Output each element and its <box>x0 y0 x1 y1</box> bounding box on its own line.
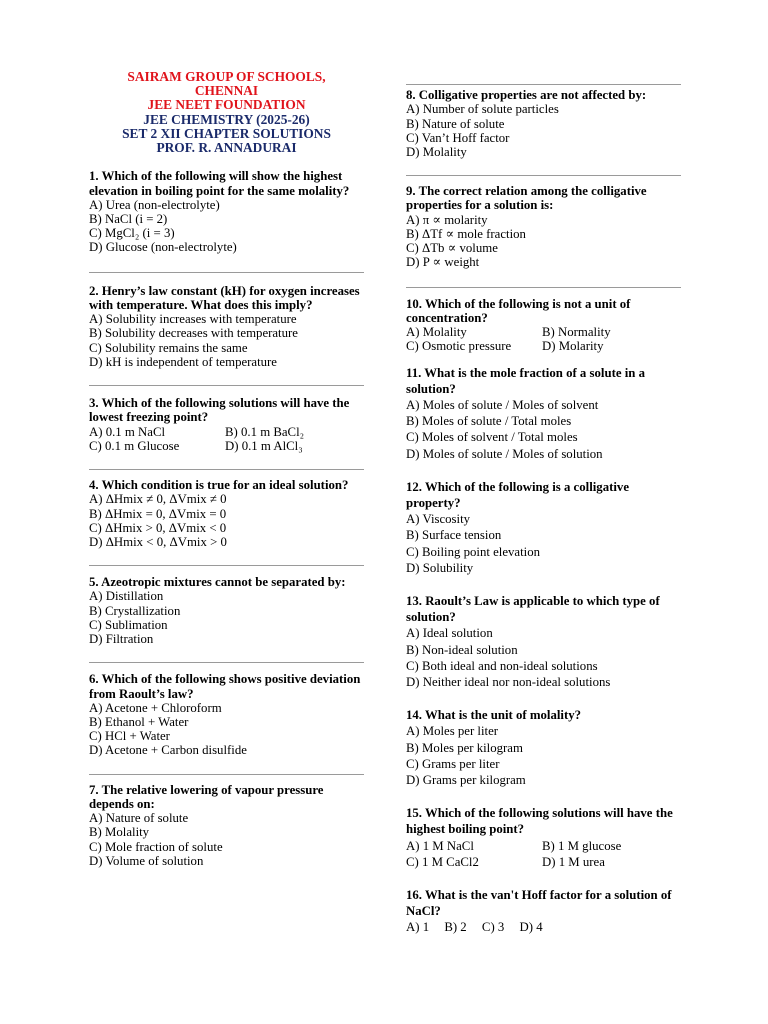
question-text: 2. Henry’s law constant (kH) for oxygen increases with temperature. What does this imply? <box>89 283 360 312</box>
option-c: C) 3 <box>481 920 505 935</box>
option-a: A) 1 M NaCl <box>406 838 474 853</box>
author-name: PROF. R. ANNADURAI <box>156 140 297 156</box>
option-d: D) Neither ideal nor non-ideal solutions <box>406 674 611 689</box>
option-c: C) ΔTb ∝ volume <box>406 241 498 256</box>
option-a: A) Solubility increases with temperature <box>89 312 297 327</box>
question-text: 6. Which of the following shows positive deviation from Raoult’s law? <box>89 672 361 701</box>
divider <box>89 385 364 386</box>
option-c: C) Grams per liter <box>406 756 500 771</box>
divider <box>89 565 364 566</box>
right-column <box>406 84 681 935</box>
option-b: B) Molality <box>89 825 150 840</box>
options-row <box>406 854 681 870</box>
options-row <box>406 339 681 353</box>
option-b: B) Non-ideal solution <box>406 642 518 657</box>
question-12 <box>406 479 681 576</box>
options-row <box>406 919 681 935</box>
option-c: C) Mole fraction of solute <box>89 839 223 854</box>
divider <box>89 272 364 273</box>
question-2 <box>89 284 364 369</box>
divider <box>406 84 681 85</box>
option-d: D) 0.1 m AlCl₃ <box>225 438 303 453</box>
set-title: SET 2 XII CHAPTER SOLUTIONS <box>122 125 331 141</box>
option-d: D) Volume of solution <box>89 853 204 868</box>
question-text: 8. Colligative properties are not affected by: <box>406 88 647 102</box>
question-text: 5. Azeotropic mixtures cannot be separated by: <box>89 575 346 590</box>
options-row <box>89 439 364 453</box>
divider <box>89 774 364 775</box>
option-c: C) ΔHmix > 0, ΔVmix < 0 <box>89 520 227 535</box>
options-row <box>406 838 681 854</box>
option-d: D) Solubility <box>406 560 474 575</box>
option-a: A) Acetone + Chloroform <box>89 700 222 715</box>
question-16 <box>406 887 681 935</box>
option-c: C) 0.1 m Glucose <box>89 438 180 453</box>
school-city: CHENNAI <box>194 83 259 99</box>
option-a: A) Moles of solute / Moles of solvent <box>406 397 599 412</box>
question-4 <box>89 478 364 549</box>
option-d: D) Molarity <box>542 339 604 354</box>
left-column <box>89 70 364 868</box>
question-11 <box>406 365 681 462</box>
option-b: B) 2 <box>444 920 467 935</box>
option-c: C) Boiling point elevation <box>406 544 540 559</box>
option-b: B) Crystallization <box>89 603 181 618</box>
question-text: 4. Which condition is true for an ideal solution? <box>89 478 349 493</box>
option-a: A) 0.1 m NaCl <box>89 424 166 439</box>
divider <box>89 662 364 663</box>
option-a: A) Viscosity <box>406 512 471 527</box>
option-d: D) Grams per kilogram <box>406 772 526 787</box>
option-d: D) P ∝ weight <box>406 255 480 270</box>
options-row <box>89 425 364 439</box>
option-a: A) Molality <box>406 325 467 340</box>
option-a: A) ΔHmix ≠ 0, ΔVmix ≠ 0 <box>89 492 227 507</box>
option-b: B) Ethanol + Water <box>89 715 189 730</box>
question-3 <box>89 396 364 453</box>
option-a: A) Urea (non-electrolyte) <box>89 197 220 212</box>
question-10 <box>406 297 681 354</box>
option-d: D) kH is independent of temperature <box>89 354 277 369</box>
option-b: B) NaCl (i = 2) <box>89 212 168 227</box>
question-text: 16. What is the van't Hoff factor for a solution of NaCl? <box>406 888 672 919</box>
option-d: D) ΔHmix < 0, ΔVmix > 0 <box>89 534 227 549</box>
question-14 <box>406 707 681 788</box>
option-b: B) Nature of solute <box>406 116 505 131</box>
question-6 <box>89 672 364 757</box>
question-text: 14. What is the unit of molality? <box>406 708 582 723</box>
option-c: C) Both ideal and non-ideal solutions <box>406 658 598 673</box>
question-text: 10. Which of the following is not a unit of concentration? <box>406 296 631 325</box>
option-c: C) Sublimation <box>89 617 168 632</box>
divider <box>89 469 364 470</box>
option-b: B) 1 M glucose <box>542 838 622 853</box>
option-d: D) Molality <box>406 144 467 159</box>
option-c: C) MgCl₂ (i = 3) <box>89 226 175 241</box>
option-d: D) Acetone + Carbon disulfide <box>89 743 247 758</box>
question-text: 15. Which of the following solutions will have the highest boiling point? <box>406 806 673 837</box>
option-b: B) Moles per kilogram <box>406 740 523 755</box>
option-a: A) 1 <box>406 920 430 935</box>
option-a: A) π ∝ molarity <box>406 212 488 227</box>
question-15 <box>406 805 681 870</box>
question-text: 13. Raoult’s Law is applicable to which type of solution? <box>406 593 660 625</box>
option-a: A) Nature of solute <box>89 811 189 826</box>
option-c: C) Solubility remains the same <box>89 340 248 355</box>
option-b: B) Moles of solute / Total moles <box>406 414 572 429</box>
option-c: C) Van’t Hoff factor <box>406 130 510 145</box>
option-c: C) Osmotic pressure <box>406 339 512 354</box>
option-b: B) 0.1 m BaCl₂ <box>225 424 305 439</box>
option-b: B) Surface tension <box>406 528 502 543</box>
document-header <box>89 70 364 155</box>
option-d: D) Glucose (non-electrolyte) <box>89 240 237 255</box>
school-name: SAIRAM GROUP OF SCHOOLS, <box>127 69 326 84</box>
course-title: JEE CHEMISTRY (2025-26) <box>143 111 310 127</box>
question-text: 11. What is the mole fraction of a solute in a solution? <box>406 365 645 396</box>
option-b: B) Normality <box>542 325 611 340</box>
option-c: C) Moles of solvent / Total moles <box>406 430 578 445</box>
option-c: C) HCl + Water <box>89 729 170 744</box>
option-d: D) Moles of solute / Moles of solution <box>406 446 603 461</box>
question-text: 3. Which of the following solutions will have the lowest freezing point? <box>89 396 350 425</box>
option-c: C) 1 M CaCl2 <box>406 854 479 869</box>
question-13 <box>406 593 681 690</box>
question-8 <box>406 88 681 159</box>
option-a: A) Ideal solution <box>406 626 493 641</box>
option-a: A) Number of solute particles <box>406 102 559 117</box>
question-text: 9. The correct relation among the colligative properties for a solution is: <box>406 184 647 213</box>
question-5 <box>89 575 364 646</box>
option-d: D) 4 <box>519 920 543 935</box>
question-1 <box>89 169 364 254</box>
question-text: 12. Which of the following is a colligative property? <box>406 479 629 510</box>
option-b: B) ΔHmix = 0, ΔVmix = 0 <box>89 506 227 521</box>
question-7 <box>89 783 364 868</box>
option-d: D) 1 M urea <box>542 854 605 869</box>
option-d: D) Filtration <box>89 632 154 647</box>
option-a: A) Distillation <box>89 589 164 604</box>
question-9 <box>406 184 681 269</box>
option-b: B) ΔTf ∝ mole fraction <box>406 226 526 241</box>
options-row <box>406 325 681 339</box>
option-a: A) Moles per liter <box>406 724 499 739</box>
question-text: 1. Which of the following will show the highest elevation in boiling point for the same molality? <box>89 169 350 198</box>
option-b: B) Solubility decreases with temperature <box>89 326 298 341</box>
divider <box>406 175 681 176</box>
divider <box>406 287 681 288</box>
question-text: 7. The relative lowering of vapour pressure depends on: <box>89 782 324 811</box>
program-name: JEE NEET FOUNDATION <box>147 97 306 113</box>
